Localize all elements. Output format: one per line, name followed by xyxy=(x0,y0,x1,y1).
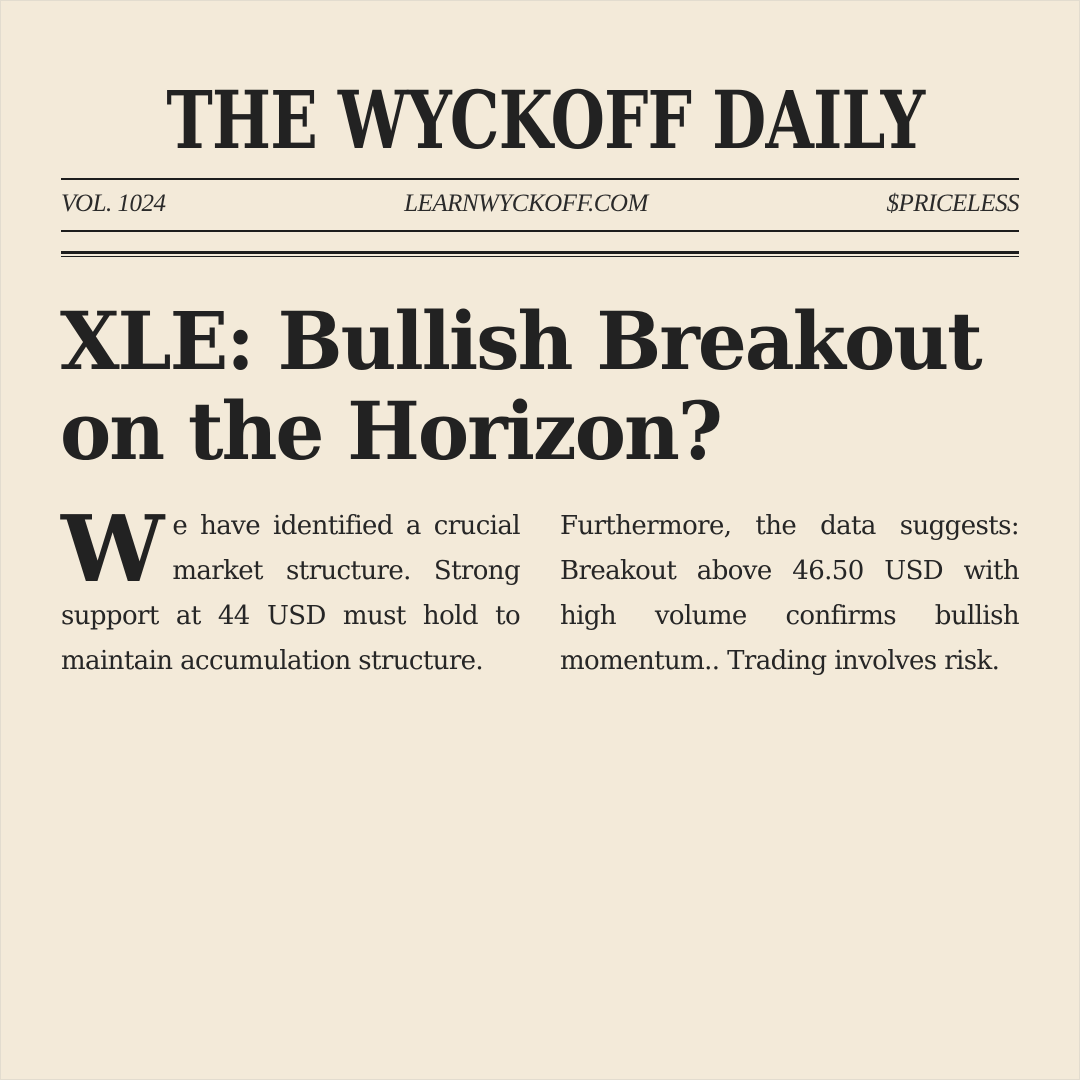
right-column-text: Furthermore, the data suggests: Breakout above 46.50 USD with high volume confirms bullish momentum.. Trading involves risk. xyxy=(560,511,1019,676)
headline-line-2: on the Horizon? xyxy=(60,384,722,478)
masthead-title: THE WYCKOFF DAILY xyxy=(166,73,925,167)
volume-number: VOL. 1024 xyxy=(61,190,166,217)
masthead-meta-bar xyxy=(61,186,1019,222)
price-label: $PRICELESS xyxy=(886,190,1019,217)
left-column-text: e have identified a crucial market structure. Strong support at 44 USD must hold to maintain accumulation structure. xyxy=(61,511,520,676)
website-link: LEARNWYCKOFF.COM xyxy=(404,190,648,217)
drop-cap: W xyxy=(61,495,163,603)
article-column-right xyxy=(560,504,1019,684)
headline-line-1: XLE: Bullish Breakout xyxy=(60,294,981,388)
double-rule-thick xyxy=(61,251,1019,254)
article-headline xyxy=(60,296,1001,476)
masthead-top-rule xyxy=(61,178,1019,180)
article-column-left xyxy=(61,495,520,684)
double-rule-thin xyxy=(61,256,1019,258)
masthead-bottom-rule xyxy=(61,230,1019,232)
